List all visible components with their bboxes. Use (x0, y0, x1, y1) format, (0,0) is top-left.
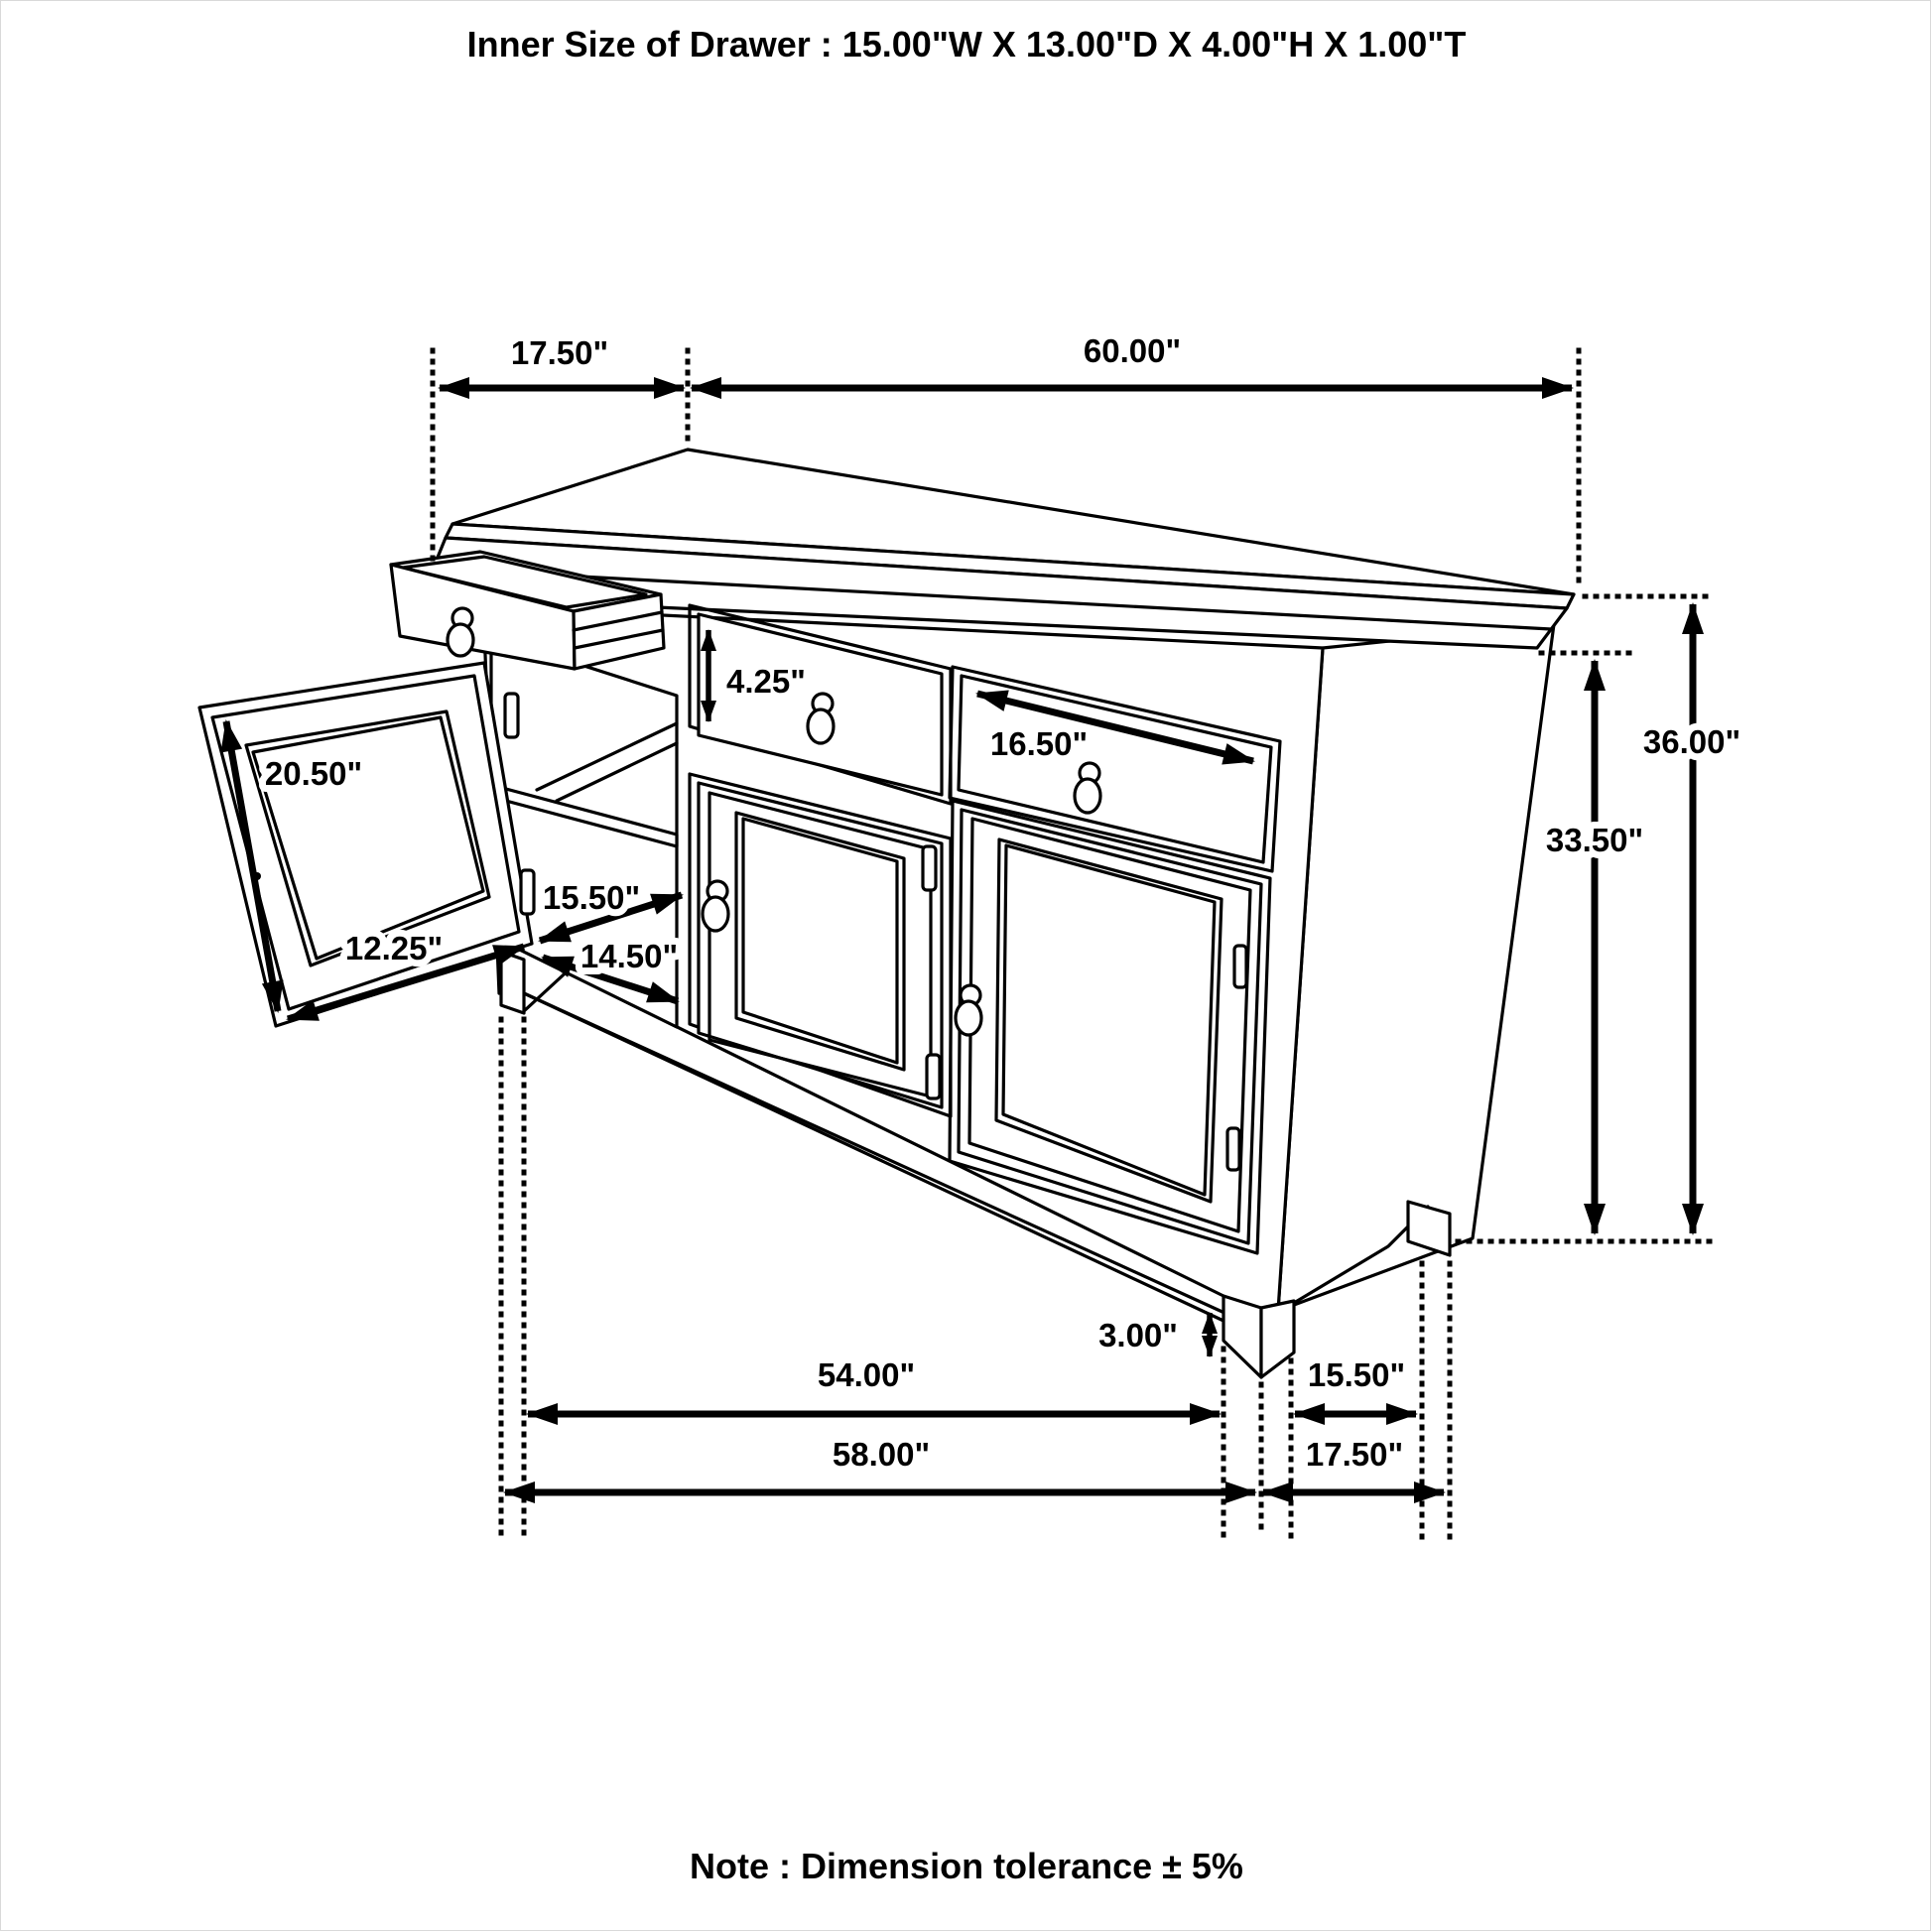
label-drawer-height: 4.25" (726, 663, 806, 700)
label-overall-height: 36.00" (1642, 723, 1741, 760)
label-leg-height: 3.00" (1098, 1317, 1178, 1353)
label-base-overall-depth: 17.50" (1305, 1436, 1404, 1473)
label-drawer-width: 16.50" (989, 725, 1089, 762)
front-left-leg (501, 952, 524, 1013)
label-base-side-depth: 15.50" (1307, 1356, 1406, 1393)
right-drawer-pull (1075, 763, 1100, 813)
label-door-width: 12.25" (344, 930, 444, 966)
page-title: Inner Size of Drawer : 15.00"W X 13.00"D X 4.00"H X 1.00"T (466, 24, 1467, 64)
right-door-pull (956, 985, 981, 1035)
label-base-inner-width: 54.00" (817, 1356, 916, 1393)
label-door-height: 20.50" (264, 755, 363, 792)
label-opening-inner: 14.50" (579, 938, 679, 974)
tolerance-note: Note : Dimension tolerance ± 5% (690, 1846, 1243, 1886)
sideboard-dimension-diagram (1, 1, 1931, 1932)
label-top-depth: 17.50" (510, 334, 609, 371)
cabinet-drawing (199, 450, 1574, 1377)
label-base-outer-width: 58.00" (832, 1436, 931, 1473)
label-opening-diagonal: 15.50" (542, 879, 641, 916)
front-right-leg (1223, 1296, 1294, 1377)
label-side-height: 33.50" (1545, 822, 1644, 858)
label-top-width: 60.00" (1083, 332, 1182, 369)
middle-drawer-pull (808, 694, 834, 743)
middle-door-pull (703, 881, 728, 931)
open-door-hinge-top (505, 694, 518, 737)
open-door-hinge-bottom (521, 870, 534, 914)
drawer-ring-pull (448, 608, 473, 656)
